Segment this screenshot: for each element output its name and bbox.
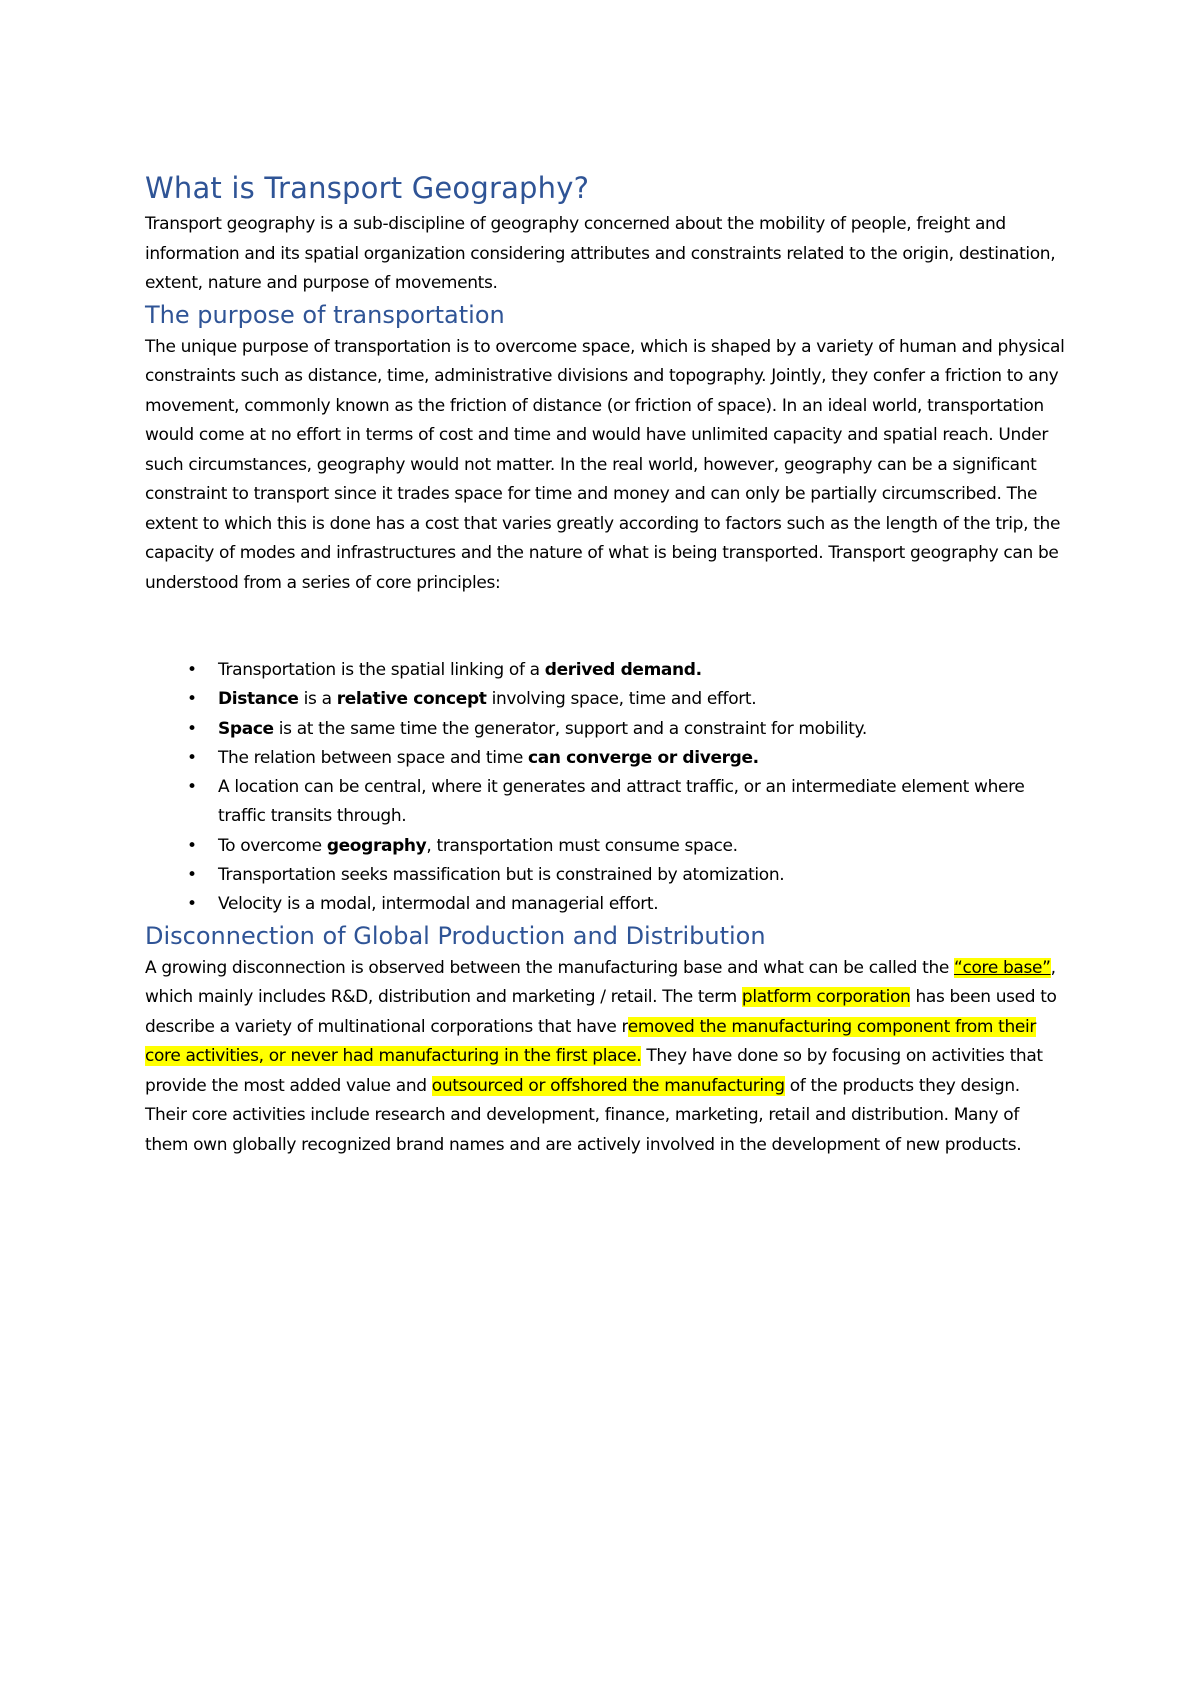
list-item-text: is a <box>298 689 337 710</box>
document-title: What is Transport Geography? <box>145 171 590 205</box>
list-item-bold: relative concept <box>336 689 487 710</box>
purpose-paragraph: The unique purpose of transportation is to overcome space, which is shaped by a variety of human and physical constraints such as distance, time, administrative divisions and topography. Jointly, they confer a friction to any movement, commonly known as the friction of distance (or friction of space). In an ideal world, transportation would come at no effort in terms of cost and time and would have unlimited capacity and spatial reach. Under such circumstances, geography would not matter. In the real world, however, geography can be a significant constraint to transport since it trades space for time and money and can only be partially circumscribed. The extent to which this is done has a cost that varies greatly according to factors such as the length of the trip, the capacity of modes and infrastructures and the nature of what is being transported. Transport geography can be understood from a series of core principles: <box>145 336 1065 593</box>
paragraph-text: They have done so by focusing on activities that provide the most added value and <box>145 1046 1043 1096</box>
disconnection-heading: Disconnection of Global Production and Distribution <box>145 921 766 950</box>
bullet-icon: • <box>187 660 197 680</box>
list-item-text: The relation between space and time <box>218 747 528 768</box>
list-item-text: is at the same time the generator, support and a constraint for mobility. <box>273 718 867 739</box>
intro-paragraph: Transport geography is a sub-discipline of geography concerned about the mobility of people, freight and information and its spatial organization considering attributes and constraints related to the origin, destination, extent, nature and purpose of movements. <box>145 214 1056 293</box>
list-item <box>145 685 1065 714</box>
list-item <box>145 744 1065 773</box>
list-item-text: , transportation must consume space. <box>426 835 738 856</box>
list-item-bold: geography <box>326 835 427 856</box>
list-item <box>145 861 1065 890</box>
disconnection-paragraph <box>145 954 1065 1161</box>
list-item-bold: Space <box>218 718 274 739</box>
document-page <box>145 160 1065 1160</box>
list-item-text: Velocity is a modal, intermodal and managerial effort. <box>218 894 659 915</box>
list-item <box>145 715 1065 744</box>
list-item <box>145 832 1065 861</box>
bullet-icon: • <box>187 718 197 739</box>
list-item <box>145 890 1065 919</box>
list-item-bold: can converge or diverge. <box>528 747 759 768</box>
bullet-icon: • <box>187 865 197 886</box>
list-item-text: Transportation seeks massification but is constrained by atomization. <box>218 865 785 886</box>
purpose-heading: The purpose of transportation <box>145 300 505 329</box>
principles-list <box>145 656 1065 920</box>
highlighted-outsourced: outsourced or offshored the manufacturing <box>431 1075 785 1096</box>
list-item <box>145 656 1065 685</box>
list-item-text: To overcome <box>218 835 327 856</box>
bullet-icon: • <box>187 894 197 915</box>
list-item <box>145 773 1065 832</box>
highlighted-core-base: “core base” <box>954 957 1051 978</box>
paragraph-text: , which mainly includes R&D, distribution and marketing / retail. The term <box>145 957 1056 1008</box>
bullet-icon: • <box>187 835 197 856</box>
list-item-text: A location can be central, where it generates and attract traffic, or an intermediate element where traffic transits through. <box>218 777 1025 827</box>
list-item-bold: derived demand. <box>544 660 702 680</box>
list-item-text: involving space, time and effort. <box>486 689 757 710</box>
bullet-icon: • <box>187 747 197 768</box>
highlighted-platform-corporation: platform corporation <box>741 987 911 1008</box>
paragraph-text: A growing disconnection is observed between the manufacturing base and what can be called the <box>145 957 955 978</box>
list-item-text: Transportation is the spatial linking of a <box>218 660 545 680</box>
paragraph-text: has been used to describe a variety of multinational corporations that have r <box>145 987 1057 1037</box>
list-item-bold: Distance <box>218 689 299 710</box>
paragraph-text: of the products they design. Their core activities include research and development, finance, marketing, retail and distribution. Many of them own globally recognized brand names and are actively involved in the development of new products. <box>145 1075 1022 1155</box>
highlighted-removed-manufacturing: emoved the manufacturing component from their core activities, or never had manufacturing in the first place. <box>145 1016 1037 1067</box>
bullet-icon: • <box>187 689 197 710</box>
bullet-icon: • <box>187 777 197 798</box>
